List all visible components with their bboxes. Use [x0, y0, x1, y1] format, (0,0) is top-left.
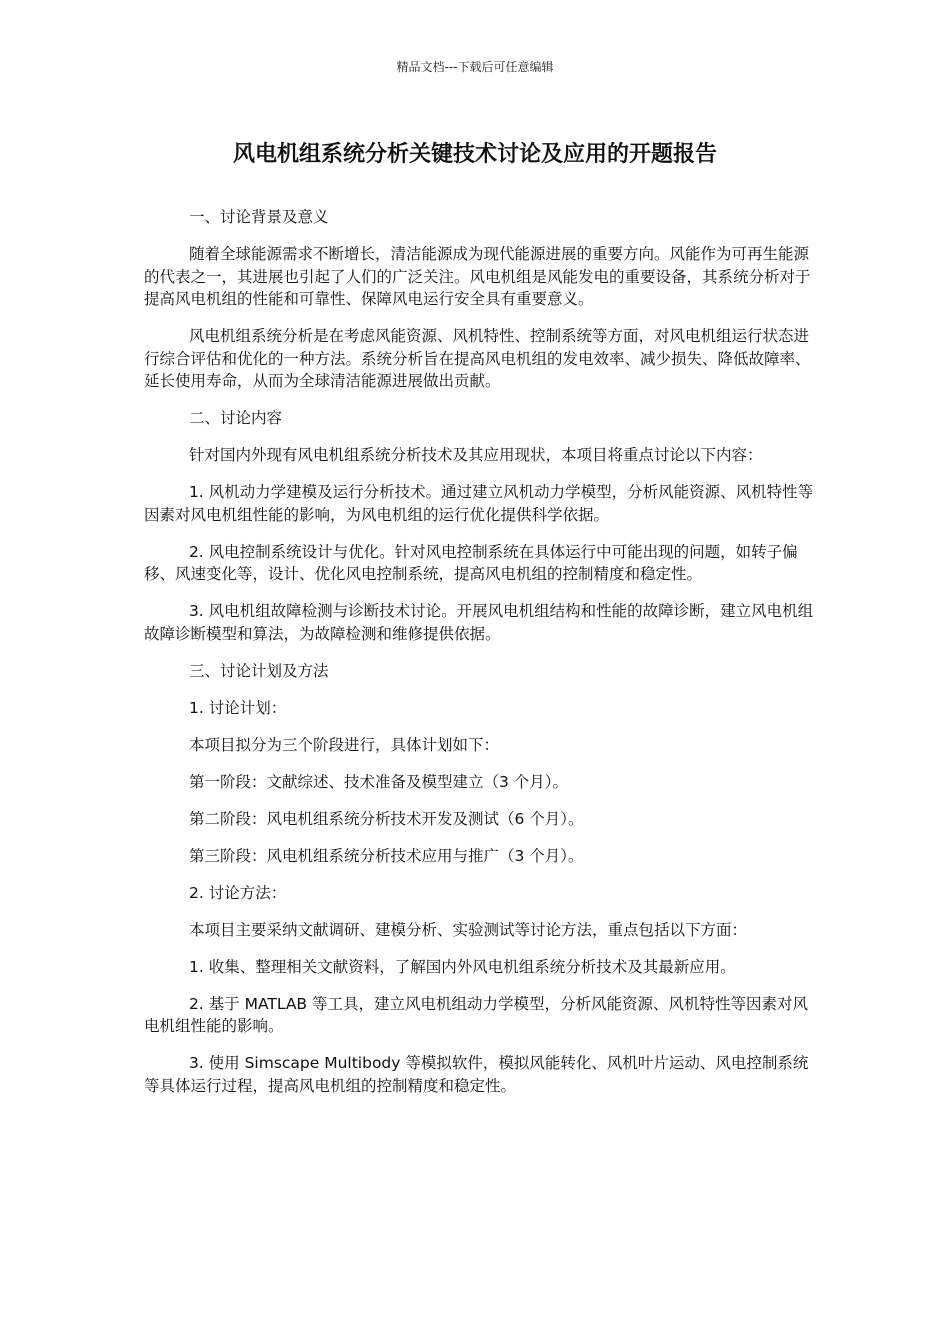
content-item-3: 3. 风电机组故障检测与诊断技术讨论。开展风电机组结构和性能的故障诊断，建立风电机组故障诊断模型和算法，为故障检测和维修提供依据。 — [144, 602, 814, 643]
document-title: 风电机组系统分析关键技术讨论及应用的开题报告 — [232, 142, 717, 167]
method-item-3: 3. 使用 Simscape Multibody 等模拟软件，模拟风能转化、风机叶片运动、风电控制系统等具体运行过程，提高风电机组的控制精度和稳定性。 — [144, 1054, 809, 1095]
plan-stage-1: 第一阶段：文献综述、技术准备及模型建立（3 个月）。 — [189, 772, 569, 791]
content-item-2: 2. 风电控制系统设计与优化。针对风电控制系统在具体运行中可能出现的问题，如转子偏移、风速变化等，设计、优化风电控制系统，提高风电机组的控制精度和稳定性。 — [144, 542, 798, 583]
paragraph-background-2: 风电机组系统分析是在考虑风能资源、风机特性、控制系统等方面，对风电机组运行状态进行综合评估和优化的一种方法。系统分析旨在提高风电机组的发电效率、减少损失、降低故障率、延长使用寿命，从而为全球清洁能源进展做出贡献。 — [144, 327, 811, 390]
paragraph-background-1: 随着全球能源需求不断增长，清洁能源成为现代能源进展的重要方向。风能作为可再生能源的代表之一，其进展也引起了人们的广泛关注。风电机组是风能发电的重要设备，其系统分析对于提高风电机组的性能和可靠性、保障风电运行安全具有重要意义。 — [144, 245, 811, 308]
plan-stage-2: 第二阶段：风电机组系统分析技术开发及测试（6 个月）。 — [189, 809, 584, 828]
section-heading-background: 一、讨论背景及意义 — [189, 208, 329, 226]
document-body — [144, 206, 816, 1112]
method-label: 2. 讨论方法： — [189, 883, 287, 902]
plan-stage-3: 第三阶段：风电机组系统分析技术应用与推广（3 个月）。 — [189, 846, 584, 865]
method-item-2: 2. 基于 MATLAB 等工具，建立风电机组动力学模型，分析风能资源、风机特性等因素对风电机组性能的影响。 — [144, 994, 808, 1035]
plan-label: 1. 讨论计划： — [189, 698, 287, 717]
plan-intro: 本项目拟分为三个阶段进行，具体计划如下： — [189, 735, 500, 754]
page-header-note: 精品文档---下载后可任意编辑 — [396, 60, 554, 74]
content-item-1: 1. 风机动力学建模及运行分析技术。通过建立风机动力学模型，分析风能资源、风机特性等因素对风电机组性能的影响，为风电机组的运行优化提供科学依据。 — [144, 483, 814, 524]
method-item-1: 1. 收集、整理相关文献资料，了解国内外风电机组系统分析技术及其最新应用。 — [189, 957, 736, 976]
paragraph-content-intro: 针对国内外现有风电机组系统分析技术及其应用现状，本项目将重点讨论以下内容： — [188, 446, 763, 464]
section-heading-content: 二、讨论内容 — [189, 409, 283, 427]
method-intro: 本项目主要采纳文献调研、建模分析、实验测试等讨论方法，重点包括以下方面： — [189, 920, 748, 939]
section-heading-plan: 三、讨论计划及方法 — [189, 661, 329, 680]
